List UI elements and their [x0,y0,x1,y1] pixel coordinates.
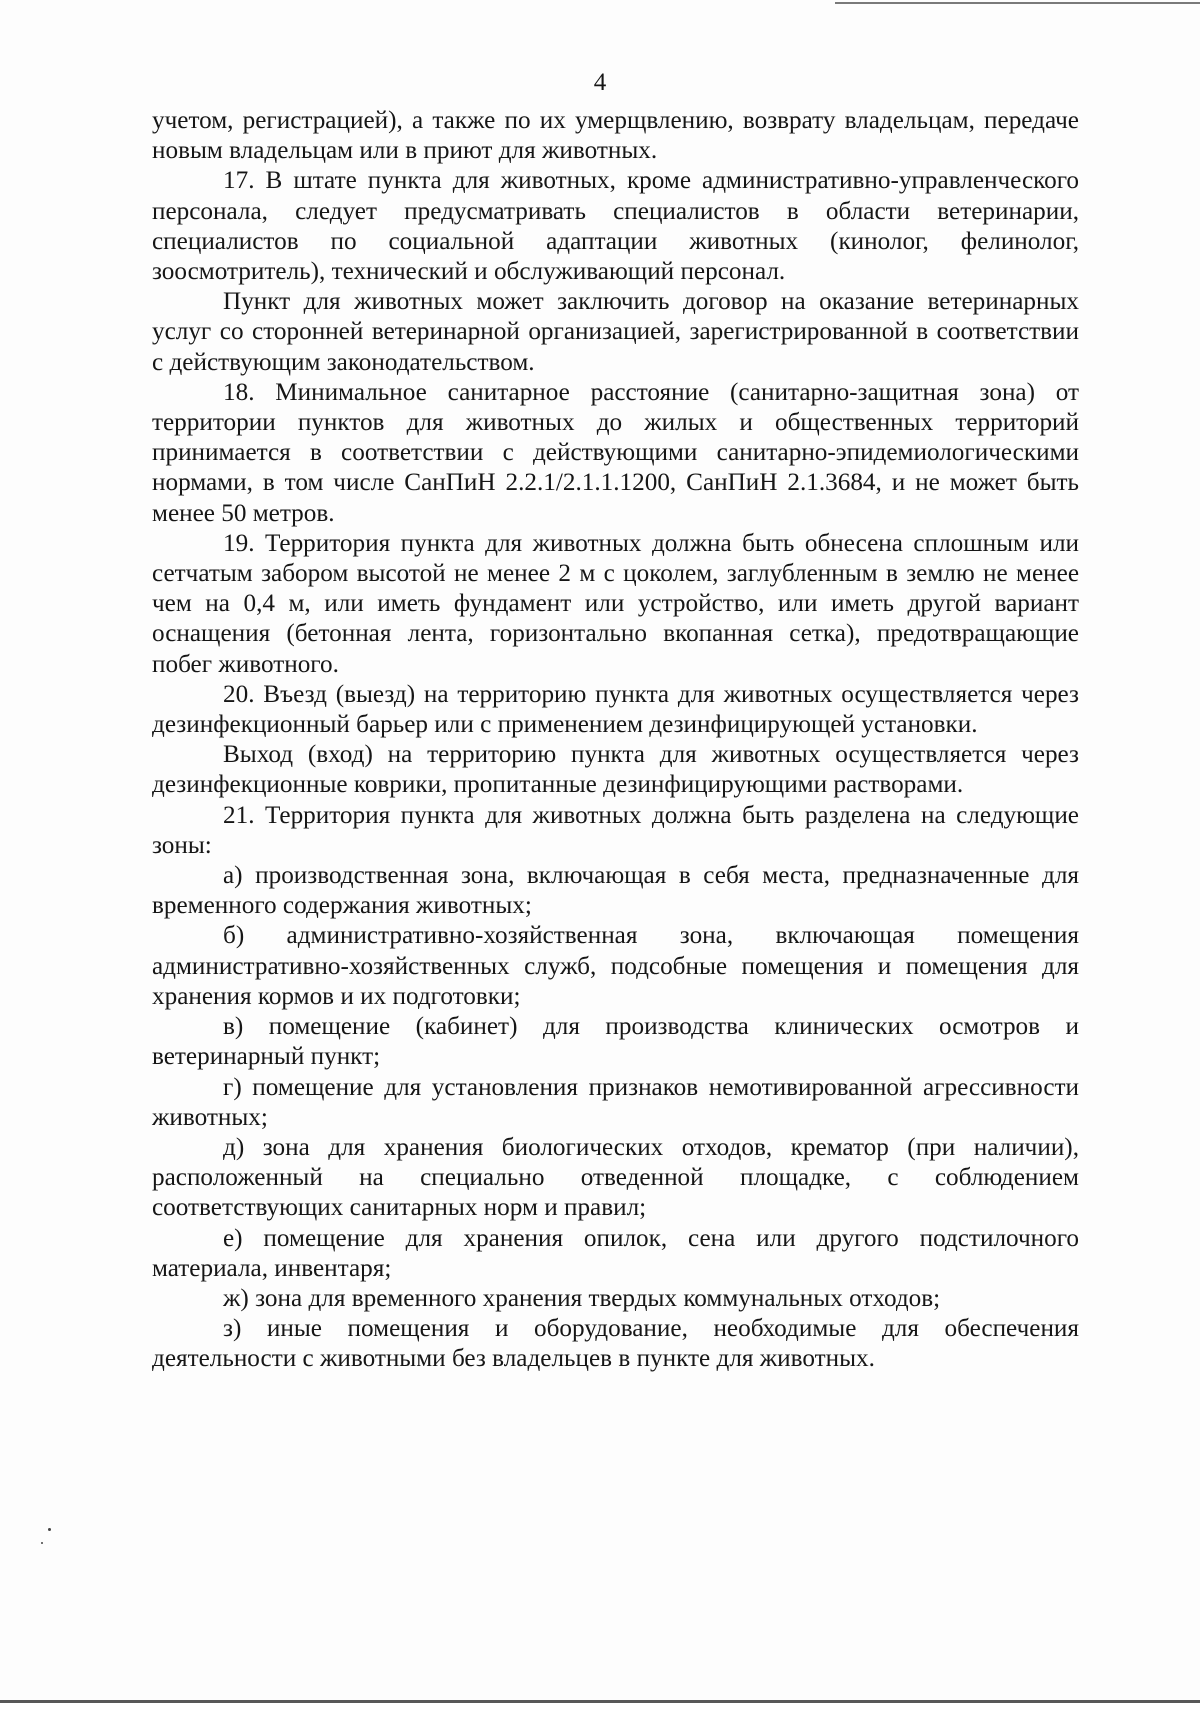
paragraph-item-21: 21. Территория пункта для животных должна быть разделена на следующие зоны: [152,801,1079,859]
scan-speck [48,1528,51,1531]
zone-item-a: а) производственная зона, включающая в себя места, предназначенные для временного содержания животных; [152,862,1079,920]
paragraph-item-18: 18. Минимальное санитарное расстояние (санитарно-защитная зона) от территории пунктов для животных до жилых и общественных территорий принимается в соответствии с действующими санитарно-эпидемиологическими нормами, в том числе СанПиН 2.2.1/2.1.1.1200, СанПиН 2.1.3684, и не может быть менее 50 метров. [152,378,1079,527]
zone-item-b: б) административно-хозяйственная зона, включающая помещения административно-хозяйственных служб, подсобные помещения и помещения для хранения кормов и их подготовки; [152,922,1079,1010]
document-body [152,106,1079,1375]
paragraph-vet-contract: Пункт для животных может заключить договор на оказание ветеринарных услуг со сторонней ветеринарной организацией, зарегистрированной в соответствии с действующим законодательством. [152,288,1079,376]
paragraph-continuation: учетом, регистрацией), а также по их умерщвлению, возврату владельцам, передаче новым владельцам или в приют для животных. [152,107,1079,165]
zone-item-e: е) помещение для хранения опилок, сена или другого подстилочного материала, инвентаря; [152,1224,1079,1282]
page-number: 4 [593,69,607,96]
paragraph-item-17: 17. В штате пункта для животных, кроме административно-управленческого персонала, следует предусматривать специалистов в области ветеринарии, специалистов по социальной адаптации животных (кинолог, фелинолог, зоосмотритель), технический и обслуживающий персонал. [152,167,1079,286]
scan-edge-line-bottom [0,1700,1200,1703]
zone-item-zh: ж) зона для временного хранения твердых коммунальных отходов; [223,1284,941,1312]
zone-item-v: в) помещение (кабинет) для производства клинических осмотров и ветеринарный пункт; [152,1013,1079,1071]
scan-edge-line-top [835,2,1200,4]
paragraph-item-20: 20. Въезд (выезд) на территорию пункта для животных осуществляется через дезинфекционный барьер или с применением дезинфицирующей установки. [152,680,1079,739]
scan-speck [41,1542,43,1544]
zone-item-z: з) иные помещения и оборудование, необходимые для обеспечения деятельности с животными без владельцев в пункте для животных. [152,1315,1079,1373]
zone-item-d: д) зона для хранения биологических отходов, крематор (при наличии), расположенный на специально отведенной площадке, с соблюдением соответствующих санитарных норм и правил; [152,1133,1079,1222]
zone-item-g: г) помещение для установления признаков немотивированной агрессивности животных; [152,1073,1079,1131]
paragraph-exit-entry: Выход (вход) на территорию пункта для животных осуществляется через дезинфекционные коврики, пропитанные дезинфицирующими растворами. [152,741,1079,799]
paragraph-item-19: 19. Территория пункта для животных должна быть обнесена сплошным или сетчатым забором высотой не менее 2 м с цоколем, заглубленным в землю не менее чем на 0,4 м, или иметь фундамент или устройство, или иметь другой вариант оснащения (бетонная лента, горизонтально вкопанная сетка), предотвращающие побег животного. [152,529,1079,678]
